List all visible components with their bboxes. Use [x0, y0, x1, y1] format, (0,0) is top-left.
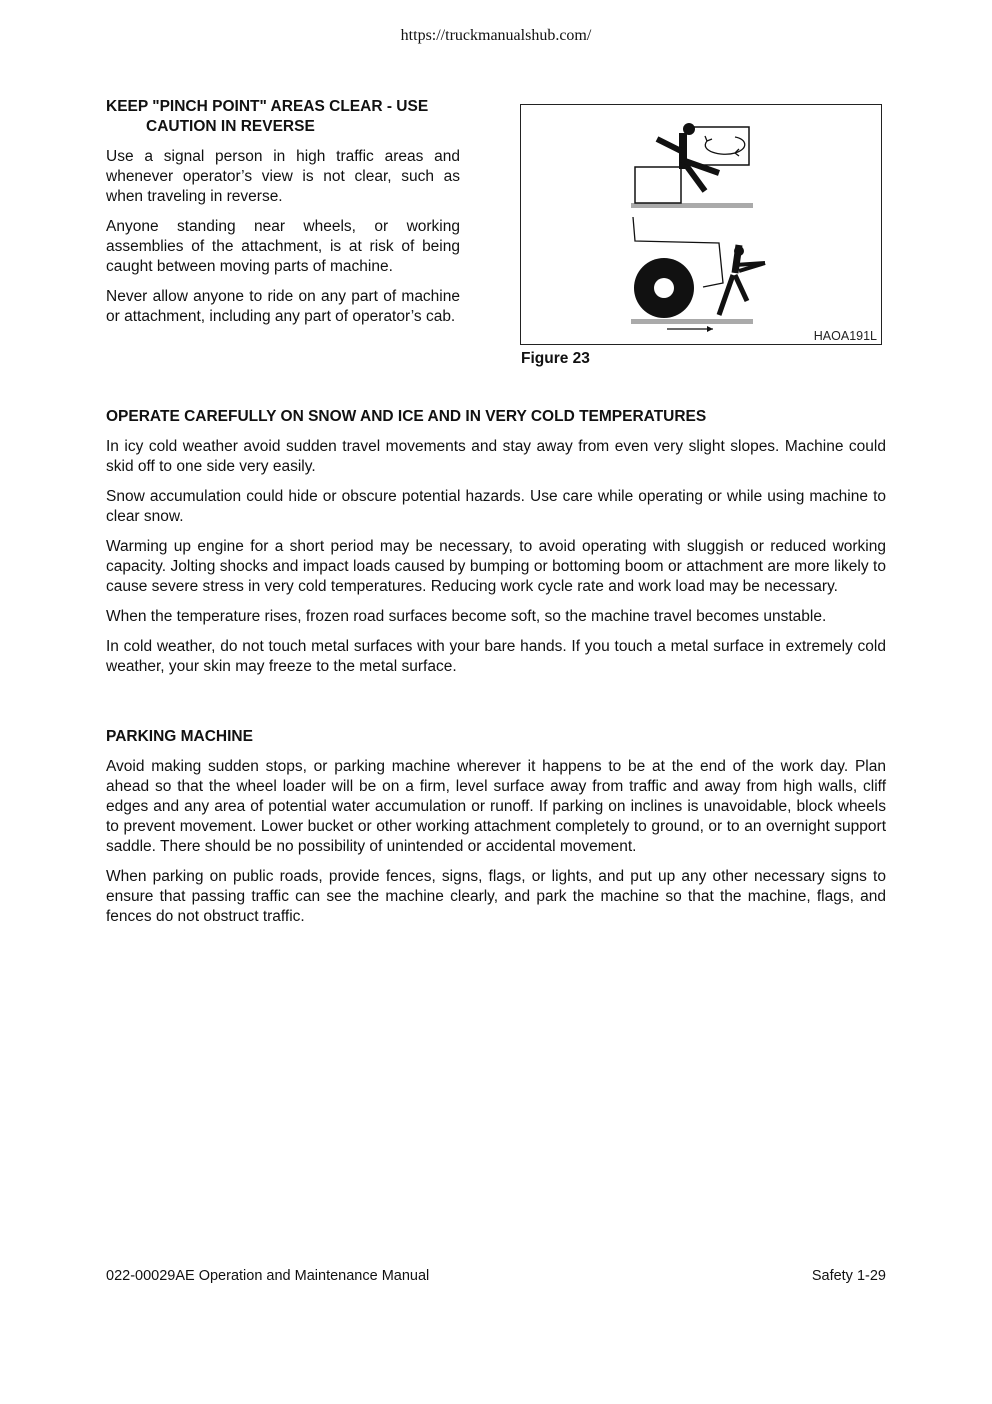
pinch-point-heading-line2: CAUTION IN REVERSE — [146, 118, 315, 135]
figure-code: HAOA191L — [813, 329, 877, 343]
footer-manual-title: 022-00029AE Operation and Maintenance Manual — [106, 1268, 430, 1284]
parking-paragraph-1: Avoid making sudden stops, or parking machine wherever it happens to be at the end of the work day. Plan ahead so that the wheel loader will be on a firm, level surface away from traffic and away from high walls, cliff edges and any area of potential water accumulation or runoff. If parking on inclines is unavoidable, block wheels to prevent movement. Lower bucket or other working attachment completely to ground, or to an overnight support saddle. There should be no possibility of unintended or accidental movement. — [106, 758, 886, 855]
figure-23-box — [520, 104, 882, 345]
pinch-paragraph-3: Never allow anyone to ride on any part of machine or attachment, including any part of operator’s cab. — [106, 288, 460, 325]
source-url[interactable]: https://truckmanualshub.com/ — [400, 27, 592, 44]
snow-paragraph-1: In icy cold weather avoid sudden travel movements and stay away from even very slight slopes. Machine could skid off to one side very easily. — [106, 438, 886, 475]
snow-ice-section — [106, 407, 886, 687]
figure-caption: Figure 23 — [521, 350, 590, 367]
snow-ice-heading: OPERATE CAREFULLY ON SNOW AND ICE AND IN VERY COLD TEMPERATURES — [106, 408, 707, 425]
snow-paragraph-4: When the temperature rises, frozen road surfaces become soft, so the machine travel becomes unstable. — [106, 608, 827, 625]
pinch-paragraph-1: Use a signal person in high traffic areas and whenever operator’s view is not clear, such as when traveling in reverse. — [106, 148, 460, 205]
parking-paragraph-2: When parking on public roads, provide fences, signs, flags, or lights, and put up any other necessary signs to ensure that passing traffic can see the machine clearly, and park the machine so that the machine, flags, and fences do not obstruct traffic. — [106, 868, 886, 925]
pinch-point-section — [106, 97, 460, 337]
pinch-paragraph-2: Anyone standing near wheels, or working assemblies of the attachment, is at risk of being caught between moving parts of machine. — [106, 218, 460, 275]
snow-paragraph-2: Snow accumulation could hide or obscure potential hazards. Use care while operating or while using machine to clear snow. — [106, 488, 886, 525]
snow-paragraph-3: Warming up engine for a short period may be necessary, to avoid operating with sluggish or reduced working capacity. Jolting shocks and impact loads caused by bumping or bottoming boom or attachment are more likely to cause severe stress in very cold temperatures. Reducing work cycle rate and work load may be necessary. — [106, 538, 886, 595]
pinch-point-heading-line1: KEEP "PINCH POINT" AREAS CLEAR - USE — [106, 98, 429, 115]
snow-paragraph-5: In cold weather, do not touch metal surfaces with your bare hands. If you touch a metal surface in extremely cold weather, your skin may freeze to the metal surface. — [106, 638, 886, 675]
footer-page-number: Safety 1-29 — [811, 1268, 886, 1284]
pinch-point-heading — [106, 97, 460, 137]
pinch-point-hazard-illustration — [521, 105, 881, 344]
parking-section — [106, 727, 886, 937]
parking-heading: PARKING MACHINE — [106, 728, 253, 745]
